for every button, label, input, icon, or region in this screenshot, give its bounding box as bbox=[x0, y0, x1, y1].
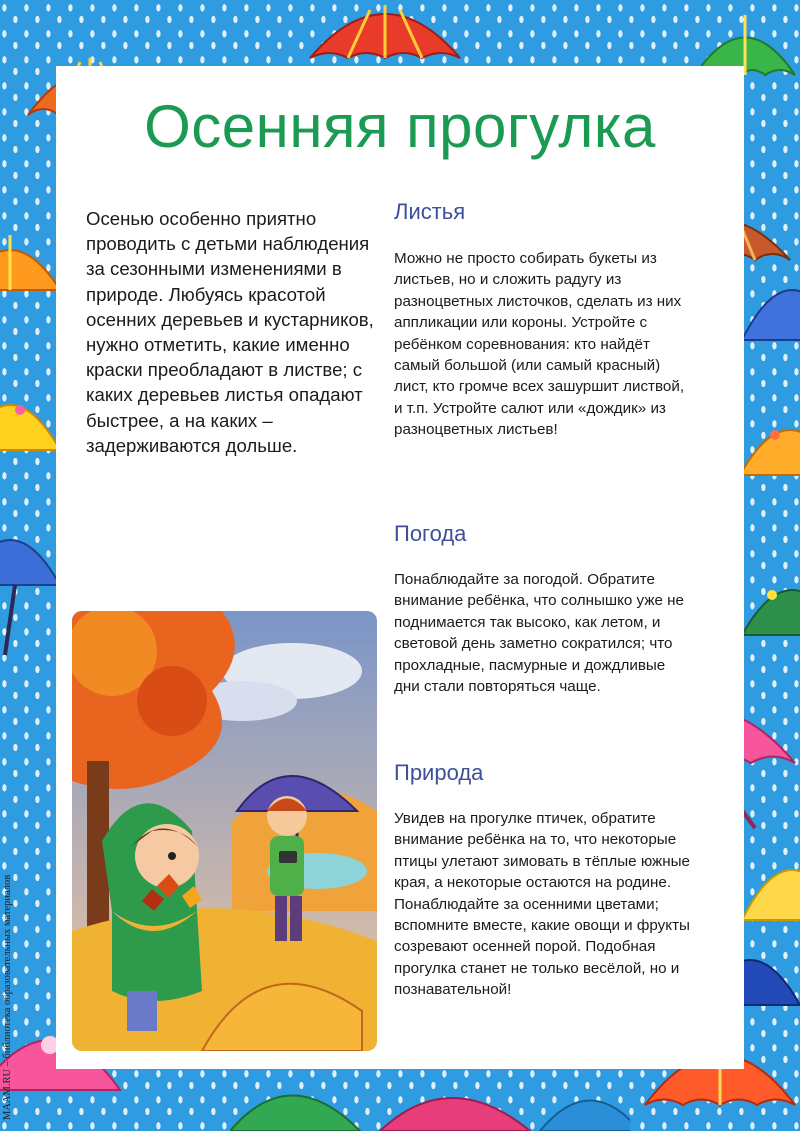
intro-paragraph: Осенью особенно приятно проводить с детьми наблюдения за сезонными изменениями в природе. Любуясь красотой осенних деревьев и кустарников, нужно отметить, какие именно краски преобладают в листве; с каких деревьев листья опадают быстрее, а на каких – задерживаются дольше. bbox=[86, 208, 374, 456]
umbrella-decoration-left-blue bbox=[0, 505, 60, 665]
umbrella-decoration-left-orange bbox=[0, 220, 60, 340]
umbrella-decoration-top-center bbox=[300, 0, 470, 60]
side-credit: MAAM.RU – библиотека образовательных материалов bbox=[2, 874, 13, 1120]
umbrella-decoration-left-yellow bbox=[0, 370, 60, 480]
section-text-nature: Увидев на прогулке птичек, обратите внимание ребёнка на то, что некоторые птицы улетают зимовать в тёплые южные края, а некоторые остаются на родине. Понаблюдайте за осенними цветами; вспомните вместе, какие овощи и фрукты созревают осенней порой. Подобная прогулка станет не только весёлой, но и познавательной! bbox=[394, 810, 690, 999]
section-text-leaves: Можно не просто собирать букеты из листьев, но и сложить радугу из разноцветных листочков, сделать из них аппликации или короны. Устройте с ребёнком соревнования: кто найдёт самый большой (или самый красный) лист, кто громче всех зашуршит листвой, и т.п. Устройте салют или «дождик» из разноцветных листьев! bbox=[394, 250, 685, 439]
section-heading-nature: Природа bbox=[394, 760, 484, 785]
umbrella-decoration-bottom-center bbox=[230, 1060, 630, 1131]
section-text-weather: Понаблюдайте за погодой. Обратите внимание ребёнка, что солнышко уже не поднимается так высоко, как летом, и световой день заметно сократился; что прохладные, пасмурные и дождливые дни стали повторяться чаще. bbox=[394, 571, 684, 696]
autumn-walk-illustration bbox=[72, 611, 377, 1051]
content-sheet bbox=[56, 66, 744, 1069]
umbrella-decoration-right-blue bbox=[742, 250, 800, 390]
section-heading-leaves: Листья bbox=[394, 199, 466, 224]
umbrella-decoration-right-orange bbox=[735, 395, 800, 505]
umbrella-decoration-right-green bbox=[742, 555, 800, 645]
section-heading-weather: Погода bbox=[394, 521, 467, 546]
page-title: Осенняя прогулка bbox=[144, 93, 656, 160]
